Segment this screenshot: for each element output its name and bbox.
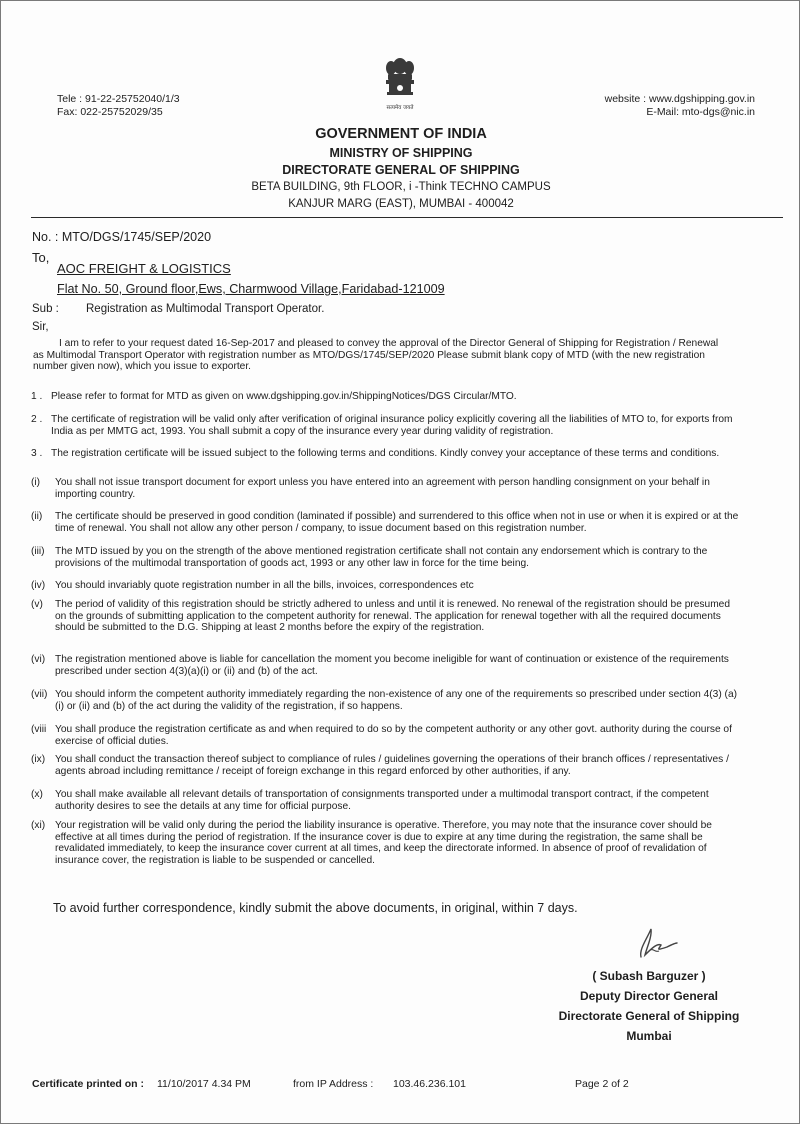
intro-line: number given now), which you issue to exporter. <box>33 361 252 373</box>
closing-line: To avoid further correspondence, kindly submit the above documents, in original, within 7 days. <box>53 901 578 915</box>
addressee-address: Flat No. 50, Ground floor,Ews, Charmwood Village,Faridabad-121009 <box>57 282 445 296</box>
condition-text: prescribed under section 4(3)(a)(i) or (ii) and (b) of the act. <box>55 665 318 677</box>
condition-vii <box>1 689 800 712</box>
address-line-1: BETA BUILDING, 9th FLOOR, i -Think TECHNO CAMPUS <box>251 181 551 193</box>
signature-icon <box>621 921 681 963</box>
ministry-title: MINISTRY OF SHIPPING <box>329 146 473 160</box>
condition-text: You shall produce the registration certificate as and when required to do so by the competent authority or any other govt. authority during the course of <box>55 724 732 735</box>
condition-text: importing country. <box>55 488 136 500</box>
condition-number: (vi) <box>31 654 46 665</box>
subject-text: Registration as Multimodal Transport Operator. <box>86 303 325 315</box>
point-text: Please refer to format for MTD as given on www.dgshipping.gov.in/ShippingNotices/DGS Circular/MTO. <box>51 391 517 402</box>
addressee-name: AOC FREIGHT & LOGISTICS <box>57 261 231 276</box>
condition-number: (v) <box>31 599 43 610</box>
subject-label: Sub : <box>32 303 59 315</box>
condition-text: authority desires to see the details at any time for official purpose. <box>55 800 351 812</box>
to-label: To, <box>32 250 50 265</box>
email-text[interactable]: E-Mail: mto-dgs@nic.in <box>646 106 755 118</box>
condition-text: effective at all times during the period of registration. If the insurance cover is due to expire at any time during the registration, the same shall be <box>55 831 703 843</box>
condition-number: (viii <box>31 724 47 735</box>
signatory-office: Directorate General of Shipping <box>558 1009 740 1023</box>
website-text[interactable]: website : www.dgshipping.gov.in <box>604 93 755 105</box>
reference-number: No. : MTO/DGS/1745/SEP/2020 <box>32 230 212 244</box>
condition-iv <box>1 580 800 592</box>
ip-value: 103.46.236.101 <box>393 1078 466 1090</box>
condition-text: The registration mentioned above is liable for cancellation the moment you become ineligible for want of continuation or existence of the requirements <box>55 654 729 665</box>
condition-text: revalidated immediately, to keep the insurance cover current at all times, and keep the directorate informed. In absence of proof of revalidation of <box>55 843 707 855</box>
tele-text: Tele : 91-22-25752040/1/3 <box>57 93 180 105</box>
condition-number: (iii) <box>31 546 45 557</box>
signatory-block <box>531 966 767 1046</box>
condition-text: time of renewal. You shall not allow any other person / company, to issue document based on this registration number. <box>55 522 587 534</box>
condition-vi <box>1 654 800 677</box>
condition-text: (i) or (ii) and (b) of the act during the validity of the registration, if so happens. <box>55 700 403 712</box>
condition-v <box>1 599 800 634</box>
point-text: The registration certificate will be issued subject to the following terms and conditions. Kindly convey your acceptance of these terms and conditions. <box>51 448 720 459</box>
gov-title: GOVERNMENT OF INDIA <box>315 126 487 142</box>
point-3 <box>1 448 800 468</box>
condition-text: exercise of official duties. <box>55 735 169 747</box>
condition-text: The certificate should be preserved in good condition (laminated if possible) and surrendered to this office when not in use or when it is expired or at the <box>55 511 739 522</box>
condition-text: You should invariably quote registration number in all the bills, invoices, correspondences etc <box>55 580 474 591</box>
condition-text: You shall conduct the transaction thereof subject to compliance of rules / guidelines governing the operations of their branch offices / representatives / <box>55 754 729 765</box>
condition-text: insurance cover, the registration is liable to be suspended or cancelled. <box>55 854 375 866</box>
condition-text: You shall make available all relevant details of transportation of consignments transported under a multimodal transport contract, if the competent <box>55 789 709 800</box>
point-text: India as per MMTG act, 1993. You shall submit a copy of the insurance every year during validity of registration. <box>51 425 554 437</box>
condition-text: You shall not issue transport document for export unless you have entered into an agreement with person handling consignment on your behalf in <box>55 477 710 488</box>
condition-text: should be submitted to the D.G. Shipping at least 2 months before the expiry of the registration. <box>55 622 485 634</box>
national-emblem-icon <box>380 53 420 113</box>
condition-number: (vii) <box>31 689 48 700</box>
signatory-name: ( Subash Barguzer ) <box>592 969 706 983</box>
point-2 <box>1 414 800 444</box>
condition-i <box>1 477 800 500</box>
intro-paragraph <box>33 338 775 373</box>
condition-text: You should inform the competent authority immediately regarding the non-existence of any one of the requirements so prescribed under section 4(3) (a) <box>55 689 737 700</box>
condition-number: (ii) <box>31 511 43 522</box>
condition-xi <box>1 820 800 866</box>
condition-iii <box>1 546 800 569</box>
emblem-caption: सत्यमेव जयते <box>386 105 414 111</box>
printed-label: Certificate printed on : <box>32 1078 145 1090</box>
point-1 <box>1 391 800 411</box>
signatory-designation: Deputy Director General <box>579 989 719 1003</box>
condition-ix <box>1 754 800 777</box>
point-number: 1 . <box>31 391 43 402</box>
condition-number: (xi) <box>31 820 46 831</box>
condition-text: Your registration will be valid only during the period the liability insurance is operative. Therefore, you may note that the insurance cover should be <box>55 820 712 831</box>
address-line-2: KANJUR MARG (EAST), MUMBAI - 400042 <box>288 198 514 210</box>
condition-number: (x) <box>31 789 43 800</box>
condition-text: The period of validity of this registration should be strictly adhered to unless and until it is renewed. No renewal of the registration should be presumed <box>55 599 731 610</box>
intro-line: as Multimodal Transport Operator with registration number as MTO/DGS/1745/SEP/2020 Please submit blank copy of MTD (with the new registration <box>33 349 705 361</box>
condition-text: on the grounds of submitting application to the competent authority for renewal. The application for renewal together with all the required documents <box>55 610 721 622</box>
condition-x <box>1 789 800 812</box>
page-number: Page 2 of 2 <box>575 1078 629 1090</box>
point-number: 3 . <box>31 448 43 459</box>
contact-left <box>57 93 180 119</box>
printed-value: 11/10/2017 4.34 PM <box>157 1078 251 1090</box>
ip-label: from IP Address : <box>293 1078 374 1090</box>
contact-right <box>605 93 755 119</box>
directorate-title: DIRECTORATE GENERAL OF SHIPPING <box>282 163 520 177</box>
header-divider <box>31 217 783 218</box>
condition-viii <box>1 724 800 747</box>
salutation: Sir, <box>32 321 49 333</box>
condition-text: provisions of the multimodal transportation of goods act, 1993 or any other law in force for the time being. <box>55 557 529 569</box>
condition-text: The MTD issued by you on the strength of the above mentioned registration certificate shall not contain any endorsement which is contrary to the <box>55 546 708 557</box>
fax-text: Fax: 022-25752029/35 <box>57 106 163 118</box>
point-number: 2 . <box>31 414 43 425</box>
signatory-city: Mumbai <box>626 1029 672 1043</box>
condition-number: (iv) <box>31 580 46 591</box>
condition-ii <box>1 511 800 534</box>
intro-line: I am to refer to your request dated 16-Sep-2017 and pleased to convey the approval of the Director General of Shipping for Registration / Renewal <box>59 338 719 349</box>
condition-text: agents abroad including remittance / receipt of foreign exchange in this regard enforced by other authorities, if any. <box>55 765 571 777</box>
point-text: The certificate of registration will be valid only after verification of original insurance policy explicitly covering all the liabilities of MTO to, for exports from <box>51 414 733 425</box>
condition-number: (i) <box>31 477 41 488</box>
condition-number: (ix) <box>31 754 46 765</box>
